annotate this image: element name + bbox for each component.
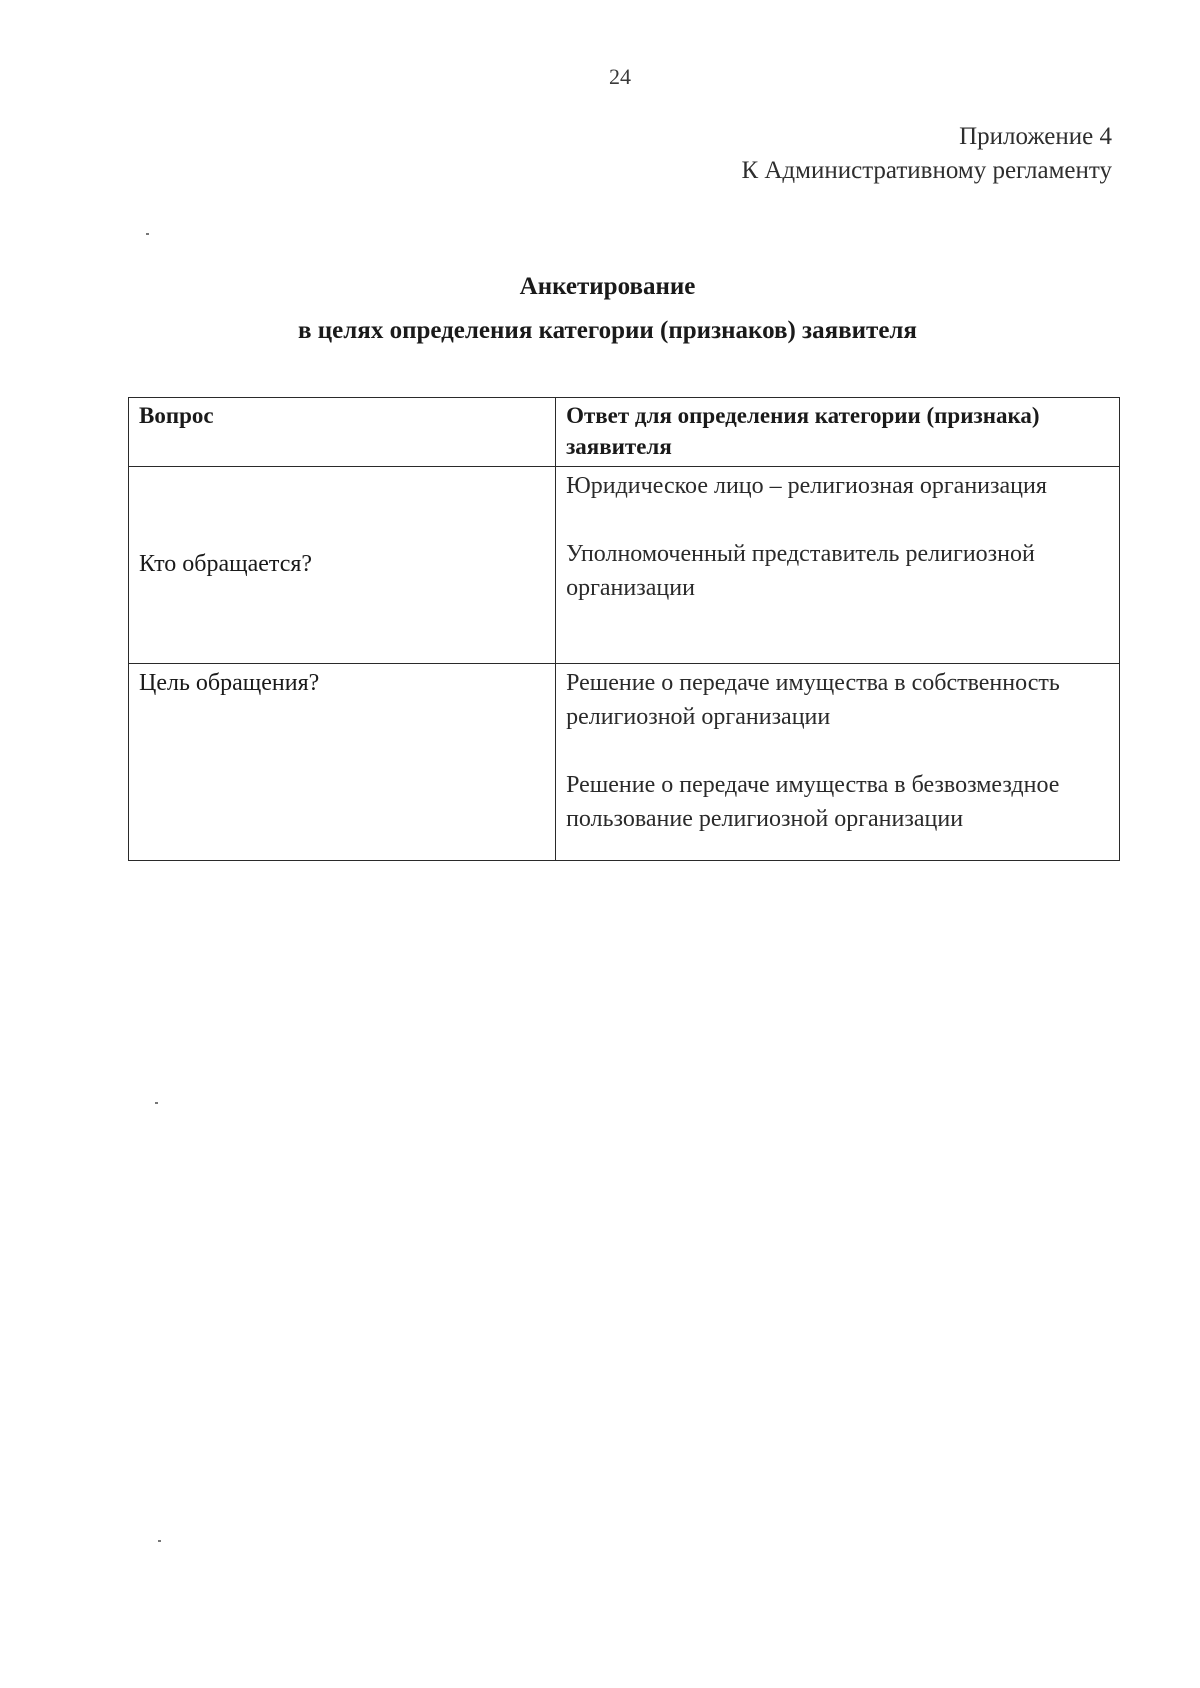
scan-speck: [155, 1102, 158, 1104]
answer-option: Юридическое лицо – религиозная организация: [566, 473, 1047, 499]
answer-option: Решение о передаче имущества в собственность религиозной организации: [566, 670, 1060, 730]
table-header-row: [129, 398, 1120, 467]
appendix-reference: [741, 120, 1112, 188]
answer-option: Решение о передаче имущества в безвозмездное пользование религиозной организации: [566, 772, 1060, 832]
answer-option: Уполномоченный представитель религиозной организации: [566, 541, 1035, 601]
question-cell: Цель обращения?: [129, 664, 556, 861]
table-row: [129, 664, 1120, 861]
answer-cell: [556, 467, 1120, 664]
scan-speck: [158, 1540, 161, 1542]
answer-cell: [556, 664, 1120, 861]
page-number: 24: [609, 64, 631, 89]
header-question: Вопрос: [129, 398, 556, 467]
document-title: [0, 265, 1200, 353]
question-cell: Кто обращается?: [129, 467, 556, 664]
appendix-number: Приложение 4: [959, 123, 1112, 150]
header-answer: Ответ для определения категории (признака) заявителя: [556, 398, 1120, 467]
title-subtitle: в целях определения категории (признаков) заявителя: [298, 317, 917, 344]
survey-table: [128, 397, 1120, 861]
appendix-regulation: К Административному регламенту: [741, 157, 1112, 184]
table-row: [129, 467, 1120, 664]
scan-speck: [146, 233, 149, 235]
title-main: Анкетирование: [519, 273, 696, 300]
